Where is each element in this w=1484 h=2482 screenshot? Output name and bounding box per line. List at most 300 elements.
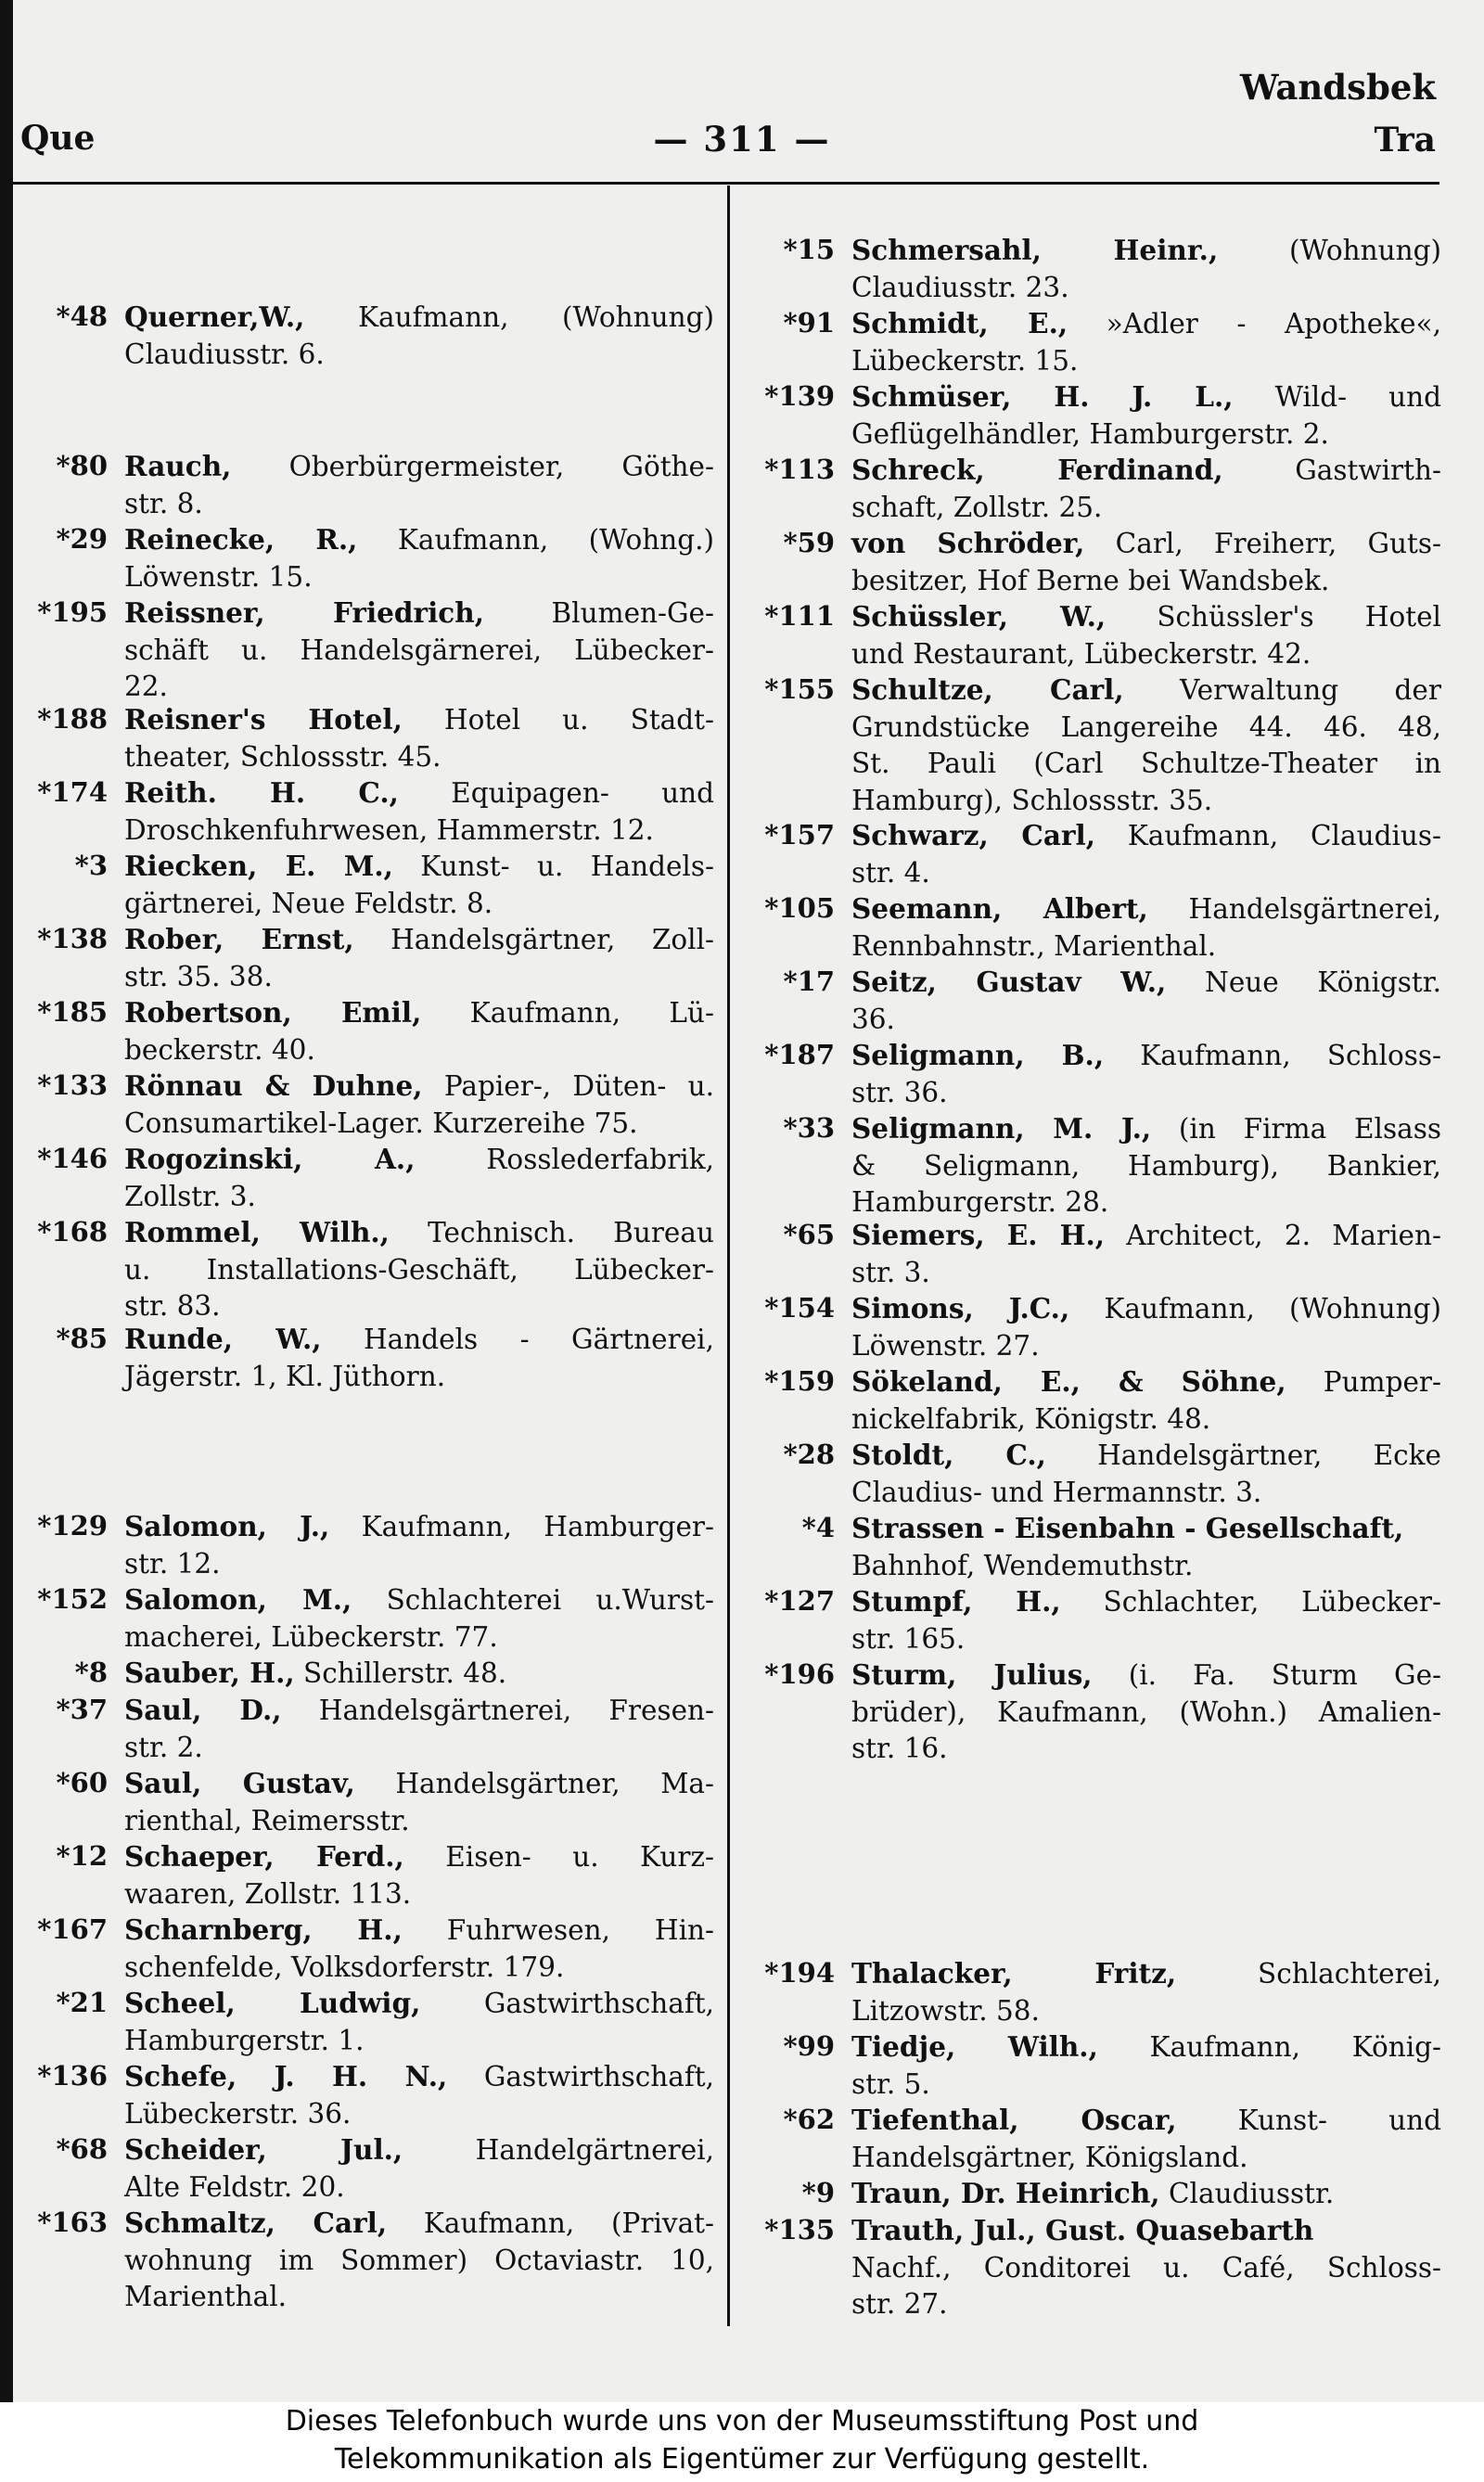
phone-number: *12 — [56, 1840, 108, 1872]
entry-continuation-line: schenfelde, Volksdorferstr. 179. — [124, 1951, 565, 1983]
entry-continuation-line: macherei, Lübeckerstr. 77. — [124, 1620, 498, 1653]
directory-entry — [783, 964, 1441, 1038]
directory-entry — [56, 2131, 714, 2206]
entry-first-line — [851, 378, 1441, 416]
subscriber-name: Tiedje, Wilh., — [851, 2030, 1098, 2063]
subscriber-name: Seemann, Albert, — [851, 892, 1148, 925]
directory-entry — [764, 817, 1441, 891]
directory-entry — [37, 1068, 714, 1142]
directory-entry — [37, 1912, 714, 1986]
page-number: — 311 — — [653, 119, 831, 160]
scan-border — [0, 0, 13, 2402]
phone-number: *187 — [764, 1039, 835, 1070]
directory-entry — [783, 2028, 1441, 2103]
directory-entry — [37, 1508, 714, 1582]
entry-first-line — [124, 701, 714, 739]
directory-entry — [783, 2102, 1441, 2176]
subscriber-name: Sauber, H., — [124, 1657, 295, 1689]
directory-entry — [37, 2058, 714, 2132]
subscriber-details: Kaufmann, Claudius- — [1127, 820, 1441, 851]
subscriber-name: Seligmann, B., — [851, 1039, 1105, 1071]
phone-number: *37 — [56, 1694, 108, 1725]
entry-continuation-line: str. 3. — [851, 1256, 930, 1288]
directory-entry — [801, 2175, 1441, 2213]
directory-entry — [764, 1955, 1441, 2029]
phone-number: *136 — [37, 2060, 108, 2092]
directory-entry — [37, 701, 714, 775]
directory-entry — [37, 921, 714, 995]
phone-number: *155 — [764, 673, 835, 705]
directory-entry — [37, 2205, 714, 2316]
phone-number: *21 — [56, 1987, 108, 2018]
subscriber-details: Pumper- — [1323, 1366, 1441, 1398]
entry-first-line — [851, 1657, 1441, 1695]
subscriber-details: Kaufmann, (Wohnung) — [357, 301, 714, 333]
directory-entry — [37, 1214, 714, 1325]
entry-first-line — [851, 817, 1441, 855]
entry-continuation-line: Nachf., Conditorei u. Café, Schloss- — [851, 2251, 1441, 2284]
subscriber-details: Gastwirthschaft, — [483, 1988, 714, 2019]
right-range-label: Tra — [1374, 121, 1436, 160]
phone-number: *62 — [783, 2104, 835, 2135]
entry-continuation-line: str. 5. — [851, 2067, 930, 2100]
entry-continuation-line: beckerstr. 40. — [124, 1033, 315, 1066]
entry-first-line — [124, 774, 714, 812]
subscriber-details: Schlachterei, — [1258, 1958, 1441, 1989]
directory-entry — [37, 1581, 714, 1656]
directory-entry — [783, 525, 1441, 599]
entry-continuation-line: str. 83. — [124, 1290, 221, 1322]
directory-entry — [74, 1655, 714, 1693]
phone-number: *129 — [37, 1510, 108, 1542]
phone-number: *154 — [764, 1292, 835, 1324]
subscriber-name: Strassen - Eisenbahn - Gesellschaft, — [851, 1512, 1404, 1544]
entry-continuation-line: Löwenstr. 15. — [124, 560, 313, 593]
entry-continuation-line: Lübeckerstr. 36. — [124, 2097, 352, 2130]
subscriber-details: Gastwirthschaft, — [483, 2061, 714, 2092]
footer-note — [0, 2402, 1484, 2482]
subscriber-name: Saul, D., — [124, 1694, 282, 1726]
directory-entry — [764, 1037, 1441, 1111]
phone-number: *9 — [801, 2177, 835, 2208]
subscriber-details: Kaufmann, (Wohnung) — [1104, 1293, 1441, 1324]
directory-entry — [764, 378, 1441, 453]
directory-entry — [764, 1290, 1441, 1364]
phone-number: *15 — [783, 234, 835, 265]
entry-continuation-line: wohnung im Sommer) Octaviastr. 10, — [124, 2244, 714, 2276]
subscriber-name: Thalacker, Fritz, — [851, 1957, 1177, 1989]
entry-first-line — [851, 1583, 1441, 1621]
subscriber-details: Handelsgärtner, Zoll- — [390, 924, 714, 955]
entry-continuation-line: gärtnerei, Neue Feldstr. 8. — [124, 887, 493, 919]
entry-first-line — [124, 2205, 714, 2243]
phone-number: *194 — [764, 1957, 835, 1989]
entry-first-line — [851, 890, 1441, 928]
entry-continuation-line: St. Pauli (Carl Schultze-Theater in — [851, 748, 1441, 779]
subscriber-name: Reisner's Hotel, — [124, 703, 403, 736]
header-rule — [13, 182, 1439, 185]
entry-first-line — [124, 1141, 714, 1179]
phone-number: *185 — [37, 996, 108, 1028]
subscriber-details: Kaufmann, König- — [1149, 2031, 1441, 2063]
subscriber-details: Handelgärtnerei, — [475, 2134, 714, 2166]
phone-number: *157 — [764, 819, 835, 851]
phone-number: *3 — [74, 850, 108, 881]
phone-number: *65 — [783, 1219, 835, 1250]
entry-first-line — [851, 525, 1441, 563]
entry-first-line — [124, 2058, 714, 2096]
subscriber-name: Salomon, J., — [124, 1510, 330, 1542]
entry-continuation-line: str. 36. — [851, 1076, 948, 1108]
entry-continuation-line: waaren, Zollstr. 113. — [124, 1877, 412, 1910]
phone-number: *111 — [764, 600, 835, 632]
subscriber-details: Handelsgärtnerei, — [1188, 893, 1441, 925]
phone-number: *8 — [74, 1657, 108, 1688]
subscriber-name: Querner,W., — [124, 301, 305, 333]
directory-entry — [783, 232, 1441, 306]
subscriber-name: Schmaltz, Carl, — [124, 2207, 388, 2239]
subscriber-name: von Schröder, — [851, 527, 1085, 559]
entry-continuation-line: Rennbahnstr., Marienthal. — [851, 929, 1217, 962]
subscriber-name: Robertson, Emil, — [124, 996, 422, 1029]
entry-first-line — [851, 1363, 1441, 1401]
entry-first-line — [851, 232, 1441, 270]
entry-first-line — [851, 1510, 1441, 1548]
directory-entry — [801, 1510, 1441, 1584]
subscriber-details: Papier-, Düten- u. — [443, 1070, 714, 1102]
entry-first-line — [124, 1765, 714, 1803]
subscriber-name: Runde, W., — [124, 1323, 322, 1355]
entry-continuation-line: Jägerstr. 1, Kl. Jüthorn. — [124, 1360, 446, 1392]
subscriber-details: Kunst- und — [1237, 2105, 1441, 2136]
subscriber-name: Reith. H. C., — [124, 776, 399, 809]
entry-continuation-line: Alte Feldstr. 20. — [124, 2170, 345, 2203]
phone-number: *135 — [764, 2214, 835, 2245]
subscriber-name: Scharnberg, H., — [124, 1913, 403, 1946]
subscriber-name: Schmidt, E., — [851, 307, 1068, 339]
directory-entry — [764, 1657, 1441, 1768]
subscriber-name: Rönnau & Duhne, — [124, 1069, 423, 1102]
directory-entry — [783, 1110, 1441, 1222]
subscriber-name: Schefe, J. H. N., — [124, 2060, 448, 2092]
entry-first-line — [124, 521, 714, 559]
entry-first-line — [851, 1217, 1441, 1255]
entry-first-line — [851, 1037, 1441, 1075]
subscriber-details: Handelsgärtnerei, Fresen- — [318, 1695, 714, 1726]
subscriber-details: Kaufmann, Lü- — [469, 997, 714, 1029]
entry-continuation-line: Marienthal. — [124, 2281, 288, 2312]
subscriber-name: Rogozinski, A., — [124, 1143, 416, 1175]
entry-continuation-line: str. 27. — [851, 2288, 948, 2320]
directory-entry — [783, 1437, 1441, 1511]
subscriber-name: Schmersahl, Heinr., — [851, 234, 1219, 266]
phone-number: *196 — [764, 1658, 835, 1690]
subscriber-name: Rauch, — [124, 450, 232, 482]
subscriber-details: Equipagen- und — [451, 777, 714, 809]
directory-entry — [764, 672, 1441, 819]
entry-first-line — [124, 1508, 714, 1546]
subscriber-name: Salomon, M., — [124, 1583, 352, 1616]
left-range-label: Que — [20, 119, 96, 158]
entry-continuation-line: Löwenstr. 27. — [851, 1329, 1040, 1362]
directory-entry — [37, 994, 714, 1068]
phone-number: *33 — [783, 1112, 835, 1144]
entry-continuation-line: und Restaurant, Lübeckerstr. 42. — [851, 637, 1311, 670]
phone-number: *17 — [783, 966, 835, 997]
subscriber-details: Blumen-Ge- — [551, 597, 714, 629]
directory-entry — [37, 595, 714, 706]
entry-first-line — [124, 1912, 714, 1950]
entry-first-line — [851, 1437, 1441, 1475]
directory-entry — [37, 1141, 714, 1215]
directory-entry — [783, 1217, 1441, 1291]
entry-continuation-line: str. 16. — [851, 1733, 948, 1764]
phone-number: *85 — [56, 1323, 108, 1354]
phone-number: *146 — [37, 1143, 108, 1174]
entry-first-line — [124, 1838, 714, 1876]
subscriber-details: Eisen- u. Kurz- — [445, 1841, 714, 1873]
subscriber-name: Scheel, Ludwig, — [124, 1987, 421, 2019]
entry-continuation-line: schäft u. Handelsgärnerei, Lübecker- — [124, 633, 714, 666]
directory-entry — [56, 1765, 714, 1839]
entry-continuation-line: 36. — [851, 1003, 895, 1035]
subscriber-name: Schreck, Ferdinand, — [851, 454, 1223, 486]
entry-continuation-line: str. 35. 38. — [124, 960, 273, 992]
subscriber-details: Gastwirth- — [1295, 454, 1441, 486]
entry-continuation-line: Hamburg), Schlossstr. 35. — [851, 784, 1213, 816]
directory-entry — [764, 1363, 1441, 1438]
directory-entry — [764, 452, 1441, 526]
subscriber-name: Seitz, Gustav W., — [851, 966, 1167, 998]
subscriber-details: Kaufmann, (Privat- — [423, 2207, 714, 2239]
directory-entry — [783, 305, 1441, 379]
entry-continuation-line: Zollstr. 3. — [124, 1180, 256, 1212]
subscriber-details: Kaufmann, Hamburger- — [361, 1511, 714, 1542]
phone-number: *99 — [783, 2030, 835, 2062]
entry-continuation-line: brüder), Kaufmann, (Wohn.) Amalien- — [851, 1695, 1441, 1728]
subscriber-details: Handelsgärtner, Ma- — [395, 1768, 714, 1799]
phone-number: *133 — [37, 1069, 108, 1101]
subscriber-name: Tiefenthal, Oscar, — [851, 2104, 1177, 2136]
entry-first-line — [124, 1655, 714, 1693]
entry-first-line — [124, 1214, 714, 1252]
entry-first-line — [851, 964, 1441, 1002]
entry-first-line — [124, 848, 714, 886]
subscriber-name: Rober, Ernst, — [124, 923, 354, 955]
entry-first-line — [124, 1985, 714, 2023]
subscriber-details: Kaufmann, (Wohng.) — [397, 524, 714, 556]
entry-continuation-line: Litzowstr. 58. — [851, 1994, 1040, 2027]
entry-continuation-line: str. 2. — [124, 1731, 203, 1763]
phone-number: *163 — [37, 2207, 108, 2238]
entry-first-line — [124, 1068, 714, 1106]
subscriber-name: Sturm, Julius, — [851, 1658, 1093, 1691]
entry-first-line — [851, 1290, 1441, 1328]
subscriber-name: Schultze, Carl, — [851, 673, 1124, 706]
phone-number: *29 — [56, 523, 108, 555]
entry-first-line — [851, 2102, 1441, 2140]
entry-first-line — [124, 299, 714, 337]
entry-continuation-line: Handelsgärtner, Königsland. — [851, 2141, 1248, 2173]
entry-continuation-line: Hamburgerstr. 1. — [124, 2024, 365, 2056]
directory-entry — [37, 774, 714, 849]
directory-entry — [56, 521, 714, 595]
subscriber-name: Sökeland, E., & Söhne, — [851, 1365, 1286, 1398]
phone-number: *152 — [37, 1583, 108, 1615]
subscriber-details: Rosslederfabrik, — [486, 1144, 714, 1175]
entry-continuation-line: nickelfabrik, Königstr. 48. — [851, 1402, 1211, 1435]
directory-entry — [74, 848, 714, 922]
phone-number: *59 — [783, 527, 835, 558]
city-heading: Wandsbek — [1240, 67, 1436, 108]
phone-number: *138 — [37, 923, 108, 954]
footer-line-2: Telekommunikation als Eigentümer zur Verfügung gestellt. — [334, 2443, 1150, 2476]
subscriber-details: Kunst- u. Handels- — [420, 851, 714, 882]
entry-first-line — [851, 305, 1441, 343]
subscriber-details: Schlachter, Lübecker- — [1103, 1586, 1442, 1618]
directory-entry — [764, 2212, 1441, 2323]
directory-entry — [56, 1985, 714, 2059]
subscriber-name: Saul, Gustav, — [124, 1767, 355, 1799]
subscriber-details: Architect, 2. Marien- — [1126, 1220, 1441, 1251]
subscriber-details: Handels - Gärtnerei, — [363, 1324, 714, 1355]
entry-continuation-line: & Seligmann, Hamburg), Bankier, — [851, 1149, 1441, 1182]
subscriber-details: Neue Königstr. — [1205, 966, 1441, 998]
entry-continuation-line: Droschkenfuhrwesen, Hammerstr. 12. — [124, 813, 654, 846]
entry-first-line — [851, 1110, 1441, 1148]
directory-entry — [56, 1838, 714, 1913]
phone-number: *159 — [764, 1365, 835, 1397]
entry-first-line — [124, 994, 714, 1032]
subscriber-name: Riecken, E. M., — [124, 850, 393, 882]
directory-entry — [764, 598, 1441, 672]
entry-first-line — [851, 598, 1441, 636]
subscriber-name: Simons, J.C., — [851, 1292, 1070, 1324]
entry-first-line — [124, 448, 714, 486]
entry-first-line — [124, 921, 714, 959]
subscriber-details: Wild- und — [1274, 381, 1441, 413]
subscriber-details: Handelsgärtner, Ecke — [1097, 1439, 1441, 1471]
entry-continuation-line: Grundstücke Langereihe 44. 46. 48, — [851, 710, 1441, 743]
subscriber-details: Kaufmann, Schloss- — [1140, 1040, 1441, 1071]
entry-continuation-line: str. 4. — [851, 856, 930, 889]
entry-first-line — [851, 452, 1441, 490]
entry-continuation-line: Claudius- und Hermannstr. 3. — [851, 1476, 1262, 1508]
subscriber-details: Schillerstr. 48. — [303, 1657, 507, 1689]
entry-continuation-line: theater, Schlossstr. 45. — [124, 740, 441, 773]
subscriber-name: Reinecke, R., — [124, 523, 358, 556]
entry-continuation-line: str. 8. — [124, 487, 203, 519]
phone-number: *105 — [764, 892, 835, 924]
subscriber-details: Technisch. Bureau — [428, 1217, 714, 1248]
subscriber-name: Trauth, Jul., Gust. Quasebarth — [851, 2214, 1314, 2246]
phone-number: *4 — [801, 1512, 835, 1543]
entry-first-line — [124, 1581, 714, 1619]
entry-continuation-line: Hamburgerstr. 28. — [851, 1186, 1109, 1218]
directory-entry — [56, 1692, 714, 1766]
subscriber-name: Seligmann, M. J., — [851, 1112, 1152, 1145]
entry-continuation-line: Claudiusstr. 23. — [851, 271, 1069, 303]
phone-number: *139 — [764, 380, 835, 412]
entry-continuation-line: Geflügelhändler, Hamburgerstr. 2. — [851, 417, 1329, 450]
phone-number: *28 — [783, 1439, 835, 1470]
footer-line-1: Dieses Telefonbuch wurde uns von der Museumsstiftung Post und — [285, 2405, 1199, 2437]
subscriber-name: Stoldt, C., — [851, 1439, 1046, 1471]
entry-first-line — [851, 672, 1441, 710]
entry-first-line — [851, 2175, 1441, 2213]
phone-number: *195 — [37, 596, 108, 628]
subscriber-name: Siemers, E. H., — [851, 1219, 1106, 1251]
phone-number: *91 — [783, 307, 835, 339]
subscriber-name: Schüssler, W., — [851, 600, 1107, 633]
column-divider — [727, 186, 730, 2326]
entry-continuation-line: Claudiusstr. 6. — [124, 338, 325, 370]
entry-first-line — [124, 595, 714, 633]
entry-first-line — [851, 1955, 1441, 1993]
phone-number: *127 — [764, 1585, 835, 1617]
subscriber-details: Oberbürgermeister, Göthe- — [288, 451, 714, 482]
entry-continuation-line: str. 165. — [851, 1622, 966, 1655]
entry-first-line — [851, 2028, 1441, 2066]
subscriber-details: »Adler - Apotheke«, — [1106, 308, 1441, 339]
directory-entry — [764, 890, 1441, 965]
subscriber-details: (Wohnung) — [1289, 235, 1441, 266]
subscriber-name: Scheider, Jul., — [124, 2133, 403, 2166]
subscriber-details: Fuhrwesen, Hin- — [446, 1914, 714, 1946]
phone-number: *60 — [56, 1767, 108, 1798]
phone-number: *167 — [37, 1913, 108, 1945]
directory-entry — [764, 1583, 1442, 1657]
entry-first-line — [124, 1692, 714, 1730]
entry-first-line — [124, 2131, 714, 2169]
subscriber-details: Verwaltung der — [1180, 674, 1441, 706]
subscriber-name: Stumpf, H., — [851, 1585, 1061, 1618]
phone-number: *80 — [56, 450, 108, 481]
entry-first-line — [851, 2212, 1441, 2250]
subscriber-name: Schmüser, H. J. L., — [851, 380, 1234, 413]
phone-number: *113 — [764, 454, 835, 485]
phone-number: *68 — [56, 2133, 108, 2165]
subscriber-name: Rommel, Wilh., — [124, 1216, 390, 1248]
directory-entry — [56, 299, 714, 373]
entry-continuation-line: besitzer, Hof Berne bei Wandsbek. — [851, 564, 1330, 596]
directory-entry — [56, 1321, 714, 1395]
entry-continuation-line: Lübeckerstr. 15. — [851, 344, 1079, 377]
phone-number: *188 — [37, 703, 108, 735]
subscriber-name: Schwarz, Carl, — [851, 819, 1096, 851]
entry-continuation-line: str. 12. — [124, 1547, 221, 1580]
entry-continuation-line: Consumartikel-Lager. Kurzereihe 75. — [124, 1107, 638, 1139]
subscriber-name: Schaeper, Ferd., — [124, 1840, 404, 1873]
phone-number: *48 — [56, 301, 108, 332]
subscriber-details: (in Firma Elsass — [1178, 1113, 1441, 1145]
entry-continuation-line: 22. — [124, 671, 168, 702]
directory-entry — [56, 448, 714, 522]
entry-continuation-line: rienthal, Reimersstr. — [124, 1804, 410, 1836]
entry-continuation-line: u. Installations-Geschäft, Lübecker- — [124, 1253, 714, 1286]
entry-first-line — [124, 1321, 714, 1359]
subscriber-details: Carl, Freiherr, Guts- — [1115, 528, 1441, 559]
entry-continuation-line: schaft, Zollstr. 25. — [851, 491, 1103, 523]
subscriber-details: Schüssler's Hotel — [1157, 601, 1441, 633]
entry-continuation-line: Bahnhof, Wendemuthstr. — [851, 1549, 1194, 1581]
subscriber-name: Traun, Dr. Heinrich, — [851, 2177, 1160, 2209]
subscriber-details: Schlachterei u.Wurst- — [386, 1584, 714, 1616]
phone-number: *174 — [37, 776, 108, 808]
phone-number: *168 — [37, 1216, 108, 1247]
subscriber-details: Claudiusstr. — [1168, 2178, 1335, 2209]
subscriber-details: (i. Fa. Sturm Ge- — [1128, 1659, 1441, 1691]
